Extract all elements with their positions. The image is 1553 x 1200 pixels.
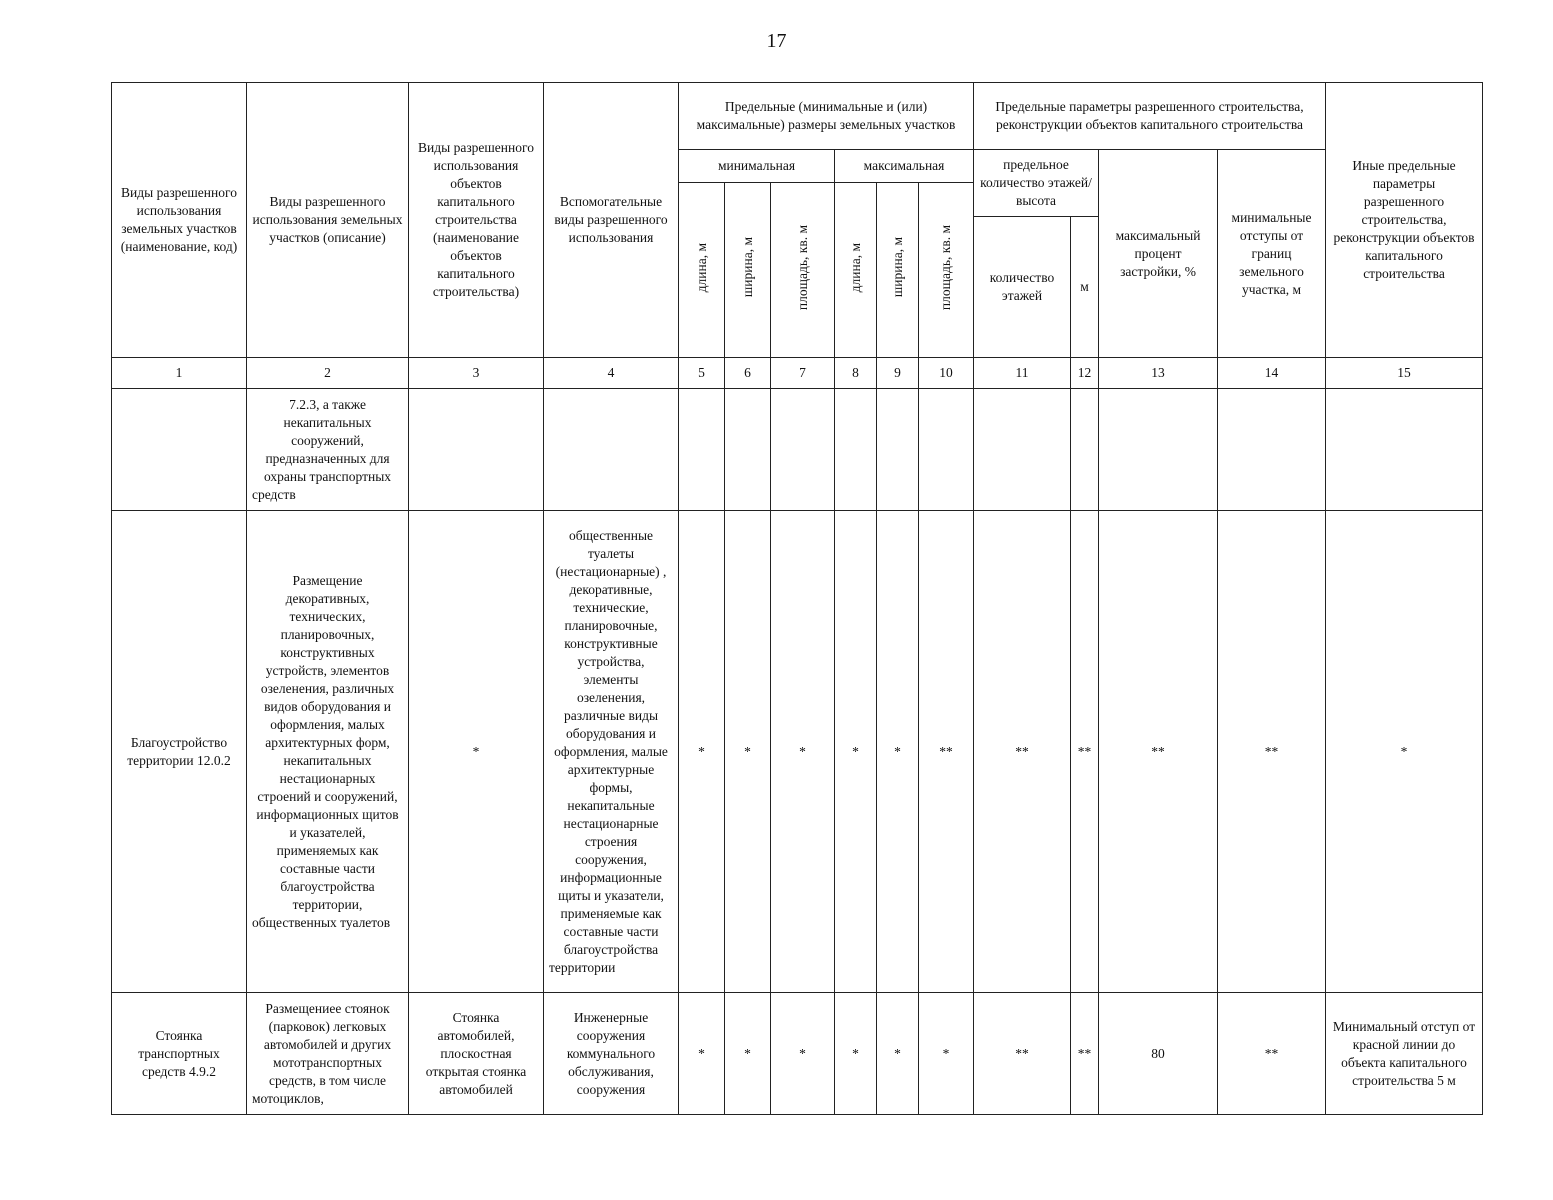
header-land-use-code: Виды разрешенного использования земельных участков (наименование, код) [112, 83, 247, 358]
value-cell: 80 [1099, 993, 1218, 1115]
value-cell: * [877, 993, 919, 1115]
header-min-area: площадь, кв. м [771, 183, 835, 358]
value-cell: * [679, 511, 725, 993]
value-cell [974, 389, 1071, 511]
header-max-length: длина, м [835, 183, 877, 358]
header-floors: количество этажей [974, 217, 1071, 358]
header-max-width: ширина, м [877, 183, 919, 358]
value-cell: * [771, 511, 835, 993]
value-cell: * [835, 511, 877, 993]
land-use-description-cell: Размещение декоративных, технических, планировочных, конструктивных устройств, элементов озеленения, различных видов оборудования и оформления, малых архитектурных форм, некапитальных нестационарных строений и сооружений, информационных щитов и указателей, применяемых как составные части благоустройства территории, общественных туалетов [247, 511, 409, 993]
auxiliary-uses-cell [544, 389, 679, 511]
header-min-width: ширина, м [725, 183, 771, 358]
value-cell: * [679, 993, 725, 1115]
col-number: 10 [919, 358, 974, 389]
header-row-1 [112, 83, 1483, 150]
value-cell: * [725, 511, 771, 993]
value-cell: ** [1071, 993, 1099, 1115]
value-cell [679, 389, 725, 511]
table-row [112, 993, 1483, 1115]
auxiliary-uses-cell: Инженерные сооружения коммунального обслуживания, сооружения [544, 993, 679, 1115]
header-auxiliary-uses: Вспомогательные виды разрешенного использования [544, 83, 679, 358]
page-number: 17 [766, 30, 787, 52]
col-number: 2 [247, 358, 409, 389]
value-cell: * [771, 993, 835, 1115]
auxiliary-uses-cell: общественные туалеты (нестационарные) , декоративные, технические, планировочные, конструктивные устройства, элементы озеленения, различные виды оборудования и оформления, малые архитектурные формы, некапитальные нестационарные строения сооружения, информационные щиты и указатели, применяемые как составные части благоустройства территории [544, 511, 679, 993]
header-capital-objects: Виды разрешенного использования объектов капитального строительства (наименование объектов капитального строительства) [409, 83, 544, 358]
col-number: 8 [835, 358, 877, 389]
col-number: 11 [974, 358, 1071, 389]
header-max-area: площадь, кв. м [919, 183, 974, 358]
value-cell [771, 389, 835, 511]
col-number: 5 [679, 358, 725, 389]
value-cell [1326, 389, 1483, 511]
header-max-building-percent: максимальный процент застройки, % [1099, 150, 1218, 358]
value-cell [1218, 389, 1326, 511]
land-use-code-cell: Стоянка транспортных средств 4.9.2 [112, 993, 247, 1115]
land-use-description-cell: 7.2.3, а также некапитальных сооружений, предназначенных для охраны транспортных средств [247, 389, 409, 511]
value-cell: ** [974, 993, 1071, 1115]
header-plot-sizes: Предельные (минимальные и (или) максимальные) размеры земельных участков [679, 83, 974, 150]
value-cell: * [1326, 511, 1483, 993]
capital-objects-cell [409, 389, 544, 511]
header-min-length: длина, м [679, 183, 725, 358]
value-cell: ** [974, 511, 1071, 993]
land-use-description-cell: Размещениее стоянок (парковок) легковых автомобилей и других мототранспортных средств, в том числе мотоциклов, [247, 993, 409, 1115]
col-number: 1 [112, 358, 247, 389]
col-number: 13 [1099, 358, 1218, 389]
column-numbers-row [112, 358, 1483, 389]
header-floors-height: предельное количество этажей/высота [974, 150, 1099, 217]
col-number: 3 [409, 358, 544, 389]
value-cell: * [919, 993, 974, 1115]
header-minimum: минимальная [679, 150, 835, 183]
value-cell [919, 389, 974, 511]
value-cell: ** [1218, 511, 1326, 993]
value-cell [1071, 389, 1099, 511]
value-cell: ** [1218, 993, 1326, 1115]
header-land-use-description: Виды разрешенного использования земельных участков (описание) [247, 83, 409, 358]
col-number: 12 [1071, 358, 1099, 389]
value-cell: ** [1071, 511, 1099, 993]
value-cell: * [835, 993, 877, 1115]
col-number: 6 [725, 358, 771, 389]
land-use-code-cell: Благоустройство территории 12.0.2 [112, 511, 247, 993]
value-cell: * [725, 993, 771, 1115]
value-cell: * [877, 511, 919, 993]
header-construction-params: Предельные параметры разрешенного строительства, реконструкции объектов капитального строительства [974, 83, 1326, 150]
value-cell: ** [919, 511, 974, 993]
zoning-regulations-table [111, 82, 1483, 1115]
col-number: 7 [771, 358, 835, 389]
header-maximum: максимальная [835, 150, 974, 183]
value-cell [835, 389, 877, 511]
value-cell [725, 389, 771, 511]
col-number: 4 [544, 358, 679, 389]
capital-objects-cell: * [409, 511, 544, 993]
header-other-params: Иные предельные параметры разрешенного строительства, реконструкции объектов капитального строительства [1326, 83, 1483, 358]
value-cell: ** [1099, 511, 1218, 993]
capital-objects-cell: Стоянка автомобилей, плоскостная открытая стоянка автомобилей [409, 993, 544, 1115]
value-cell: Минимальный отступ от красной линии до объекта капитального строительства 5 м [1326, 993, 1483, 1115]
table-row [112, 389, 1483, 511]
header-min-setbacks: минимальные отступы от границ земельного участка, м [1218, 150, 1326, 358]
land-use-code-cell [112, 389, 247, 511]
value-cell [877, 389, 919, 511]
col-number: 15 [1326, 358, 1483, 389]
col-number: 14 [1218, 358, 1326, 389]
header-meters: м [1071, 217, 1099, 358]
col-number: 9 [877, 358, 919, 389]
table-row [112, 511, 1483, 993]
value-cell [1099, 389, 1218, 511]
